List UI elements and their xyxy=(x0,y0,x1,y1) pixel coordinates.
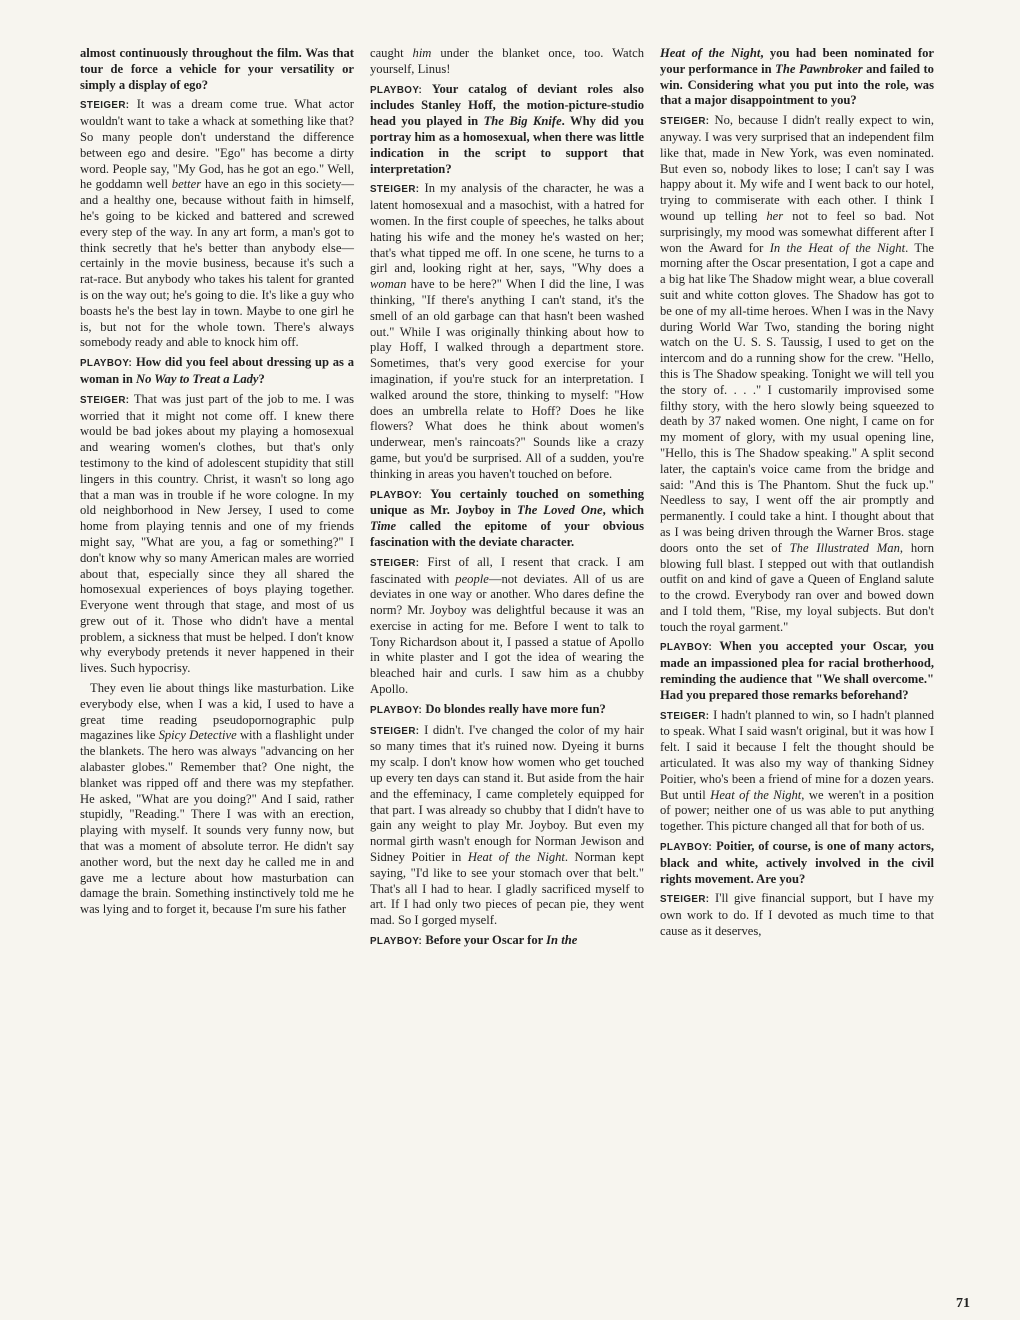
film-title: No Way to Treat a Lady xyxy=(135,371,259,386)
answer-paragraph xyxy=(370,723,644,929)
speaker-label-steiger: STEIGER: xyxy=(80,100,130,112)
answer-paragraph xyxy=(370,46,644,78)
answer-text: It was a dream come true. What actor wouldn't want to take a whack at something like that? So many people don't understand the difference between ego and desire. "Ego" has become a dirty word. People say, "My God, has he got an ego." Well, he goddamn well xyxy=(80,97,354,192)
question-text: How did you feel about dressing up as a woman in xyxy=(80,355,354,386)
answer-paragraph xyxy=(80,681,354,918)
speaker-label-steiger: STEIGER: xyxy=(660,710,710,722)
speaker-label-playboy: PLAYBOY: xyxy=(370,936,423,948)
answer-text: They even lie about things like masturbation. Like everybody else, when I was a kid, I used to have a great time reading pseudopornographic pulp magazines like xyxy=(80,681,354,743)
film-title: The Illustrated Man xyxy=(789,540,900,555)
question-paragraph xyxy=(80,355,354,388)
question-text: Before your Oscar for xyxy=(425,933,547,948)
answer-text: not to feel so bad. Not surprisingly, my mood was somewhat different after I won the Award for xyxy=(660,208,934,255)
answer-text: No, because I didn't really expect to win, anyway. I was very surprised that an independent film like that, made in New York, was even nominated. But even so, nobody likes to lose; I can't say I was happy about it. My wife and I went back to our hotel, trying to commiserate with each other. I think I wound up telling xyxy=(660,113,934,223)
question-text: You certainly touched on something unique as Mr. Joyboy in xyxy=(370,486,644,518)
question-paragraph xyxy=(660,46,934,109)
question-paragraph xyxy=(370,82,644,178)
answer-text: That was just part of the job to me. I was worried that it might not come off. I knew there would be bad jokes about my playing a homosexual and wearing women's clothes, but that's only testimony to the kind of adolescent stupidity that still lingers in this country. Christ, it wasn't so long ago that a man was in trouble if he wore cologne. In my old neighborhood in New Jersey, I used to come home from playing tennis and one of my friends might say, "What are you, a fag or something?" I don't know why so many American males are worried about that, especially since they all shared the homosexual experiences of boys playing together. Everyone went through that stage, and most of us grew out of it. Those who didn't have a mental problem, a sickness that must be helped. I don't know why everybody pretends it never happened in their lives. Such hypocrisy. xyxy=(80,391,354,676)
speaker-label-playboy: PLAYBOY: xyxy=(370,84,423,96)
film-title: Heat of the Night xyxy=(467,850,565,865)
answer-text: I'll give financial support, but I have my own work to do. If I devoted as much time to that cause as it deserves, xyxy=(660,891,934,939)
speaker-label-playboy: PLAYBOY: xyxy=(370,704,423,716)
answer-text: In my analysis of the character, he was a latent homosexual and a masochist, with a hatred for women. In the first couple of speeches, he talks about hating his wife and the money he's wasted on her; that's what tipped me off. In one scene, he turns to a girl and, looking right at her, says, "Why does a xyxy=(370,181,644,276)
answer-text: under the blanket once, too. Watch yourself, Linus! xyxy=(370,46,644,76)
question-text: Your catalog of deviant roles also includes Stanley Hoff, the motion-picture-studio head you played in xyxy=(370,81,644,129)
question-paragraph xyxy=(660,639,934,703)
question-text: Poitier, of course, is one of many actors, black and white, actively involved in the civil rights movement. Are you? xyxy=(660,839,934,886)
emphasis-text: people xyxy=(455,571,489,586)
answer-text: —not deviates. All of us are deviates in one way or another. Who dares define the norm? Mr. Joyboy was delightful because it was an exercise in acting for me. Before I went to talk to Tony Richardson about it, I passed a statue of Apollo in white plaster and I got the idea of wearing the bleached hair and curls. I saw him as a chubby Apollo. xyxy=(370,571,644,697)
answer-text: , we weren't in a position of power; neither one of us was able to put anything together. This picture changed all that for both of us. xyxy=(660,787,934,834)
answer-text: have an ego in this society—and a healthy one, because without faith in himself, he's going to be kicked and battered and screwed every step of the way. In any art form, a man's got to think secretly that he's better than anybody else—certainly in the movie business, because it's such a rat-race. But anybody who takes his talent for granted is on the way out; he's going to die. It's like a guy who boasts he's the best lay in town. Maybe to one girl he is, but not for the whole town. There's always somebody ready and able to knock him off. xyxy=(80,177,354,350)
answer-paragraph xyxy=(660,113,934,635)
question-text: Do blondes really have more fun? xyxy=(425,701,606,716)
answer-text: with a flashlight under the blankets. The hero was always "advancing on her alabaster globes." Remember that? One night, the blanket was ripped off and there was my stepfather. He asked, "What are you doing?" And I said, rather stupidly, "Reading." There I was with an erection, playing with myself. It sounds very funny now, but that was a moment of absolute terror. He didn't say another word, but the next day he called me in and gave me a lecture about how masturbation can damage the brain. Something instinctively told me he was lying and to forget it, because I'm sure his father xyxy=(80,728,354,917)
answer-paragraph xyxy=(80,97,354,351)
text-column-3 xyxy=(660,46,934,944)
speaker-label-steiger: STEIGER: xyxy=(660,116,710,128)
question-paragraph xyxy=(370,487,644,551)
question-text: ? xyxy=(258,371,265,386)
emphasis-text: woman xyxy=(370,277,407,292)
film-title: In the xyxy=(546,933,578,948)
film-title: The Big Knife xyxy=(483,114,562,129)
emphasis-text: better xyxy=(171,177,202,192)
text-column-1 xyxy=(80,46,354,922)
film-title: The Loved One xyxy=(517,503,603,518)
question-paragraph xyxy=(370,702,644,719)
question-text: , you had been nominated for your performance in xyxy=(660,46,934,76)
question-text: When you accepted your Oscar, you made an impassioned plea for racial brotherhood, reminding the audience that "We shall overcome." Had you prepared those remarks beforehand? xyxy=(660,639,934,702)
answer-text: I hadn't planned to win, so I hadn't planned to speak. What I said wasn't original, but it was how I felt. I said it because I felt the thought should be articulated. It was also my way of thanking Sidney Poitier, who's been a friend of mine for a dozen years. But until xyxy=(660,707,934,802)
answer-paragraph xyxy=(370,555,644,698)
answer-text: . The morning after the Oscar presentation, I got a cape and a big hat like The Shadow might wear, a blue coverall suit and white cotton gloves. The Shadow has got to be one of my all-time heroes. When I was in the Navy during World War Two, standing the boring night watch on the U. S. S. Taussig, I used to get on the intercom and do a running show for the crew. "Hello, this is The Shadow speaking. Tonight we will tell you the story of. . . ." I customarily improvised some filthy story, with the hero slowly being squeezed to death by 37 naked women. One night, I came on for my moment of glory, with my usual opening line, "Hello, this is The Shadow speaking." A split second later, the captain's voice came from the bridge and said: "And this is The Phantom. Shut the fuck up." Needless to say, I went off the air promptly and permanently. I could take a hint. I thought about that as I was being driven through the Warner Bros. stage doors onto the set of xyxy=(660,240,934,555)
answer-paragraph xyxy=(370,181,644,482)
emphasis-text: him xyxy=(412,46,432,60)
answer-paragraph xyxy=(80,392,354,677)
answer-paragraph xyxy=(660,891,934,939)
question-paragraph xyxy=(660,839,934,887)
speaker-label-steiger: STEIGER: xyxy=(370,184,420,196)
question-text: . Why did you portray him as a homosexual, when there was little indication in the script to support that interpretation? xyxy=(370,114,644,176)
speaker-label-steiger: STEIGER: xyxy=(370,725,420,737)
film-title: Heat of the Night xyxy=(710,787,802,802)
speaker-label-playboy: PLAYBOY: xyxy=(660,642,713,654)
text-column-2 xyxy=(370,46,644,954)
question-text: called the epitome of your obvious fascination with the deviate character. xyxy=(370,519,644,549)
question-text: almost continuously throughout the film. Was that tour de force a vehicle for your versatility or simply a display of ego? xyxy=(80,46,354,92)
answer-paragraph xyxy=(660,708,934,835)
speaker-label-playboy: PLAYBOY: xyxy=(660,842,713,854)
page-number: 71 xyxy=(956,1296,970,1311)
answer-text: . Norman kept saying, "I'd like to see your stomach over that belt." That's all I had to hear. I gladly sacrificed myself to art. If I had only two pieces of pecan pie, they went mad. So I gorged myself. xyxy=(370,850,644,928)
answer-text: I didn't. I've changed the color of my hair so many times that it's ruined now. Dyeing it burns my scalp. I don't know how women who get touched up every ten days can stand it. But aside from the hair and the effeminacy, I came completely equipped for that part. I was already so chubby that I didn't have to gain any weight to play Mr. Joyboy. But even my normal girth wasn't enough for Norman Jewison and Sidney Poitier in xyxy=(370,722,644,865)
magazine-title: Time xyxy=(370,519,397,534)
question-paragraph xyxy=(370,933,644,950)
answer-text: First of all, I resent that crack. I am fascinated with xyxy=(370,554,644,586)
answer-text: , horn blowing full blast. I stepped out with that outlandish outfit on and kind of gave a Queen of England salute to the crowd. Everybody ran over and bowed down and I told them, "Rise, my loyal subjects. But don't touch the royal garment." xyxy=(660,540,934,634)
speaker-label-playboy: PLAYBOY: xyxy=(370,489,423,501)
speaker-label-steiger: STEIGER: xyxy=(80,394,130,406)
film-title: The Pawnbroker xyxy=(775,61,863,76)
magazine-title: Spicy Detective xyxy=(158,728,237,743)
question-text: and failed to win. Considering what you put into the role, was that a major disappointment to you? xyxy=(660,61,934,108)
speaker-label-playboy: PLAYBOY: xyxy=(80,358,133,370)
question-text: , which xyxy=(602,503,644,518)
answer-text: caught xyxy=(370,46,413,60)
film-title: In the Heat of the Night xyxy=(769,240,906,255)
question-paragraph xyxy=(80,46,354,93)
speaker-label-steiger: STEIGER: xyxy=(660,894,710,906)
film-title: Heat of the Night xyxy=(660,46,761,60)
emphasis-text: her xyxy=(766,208,784,223)
answer-text: have to be here?" When I did the line, I was thinking, "If there's anything I can't stand, it's the smell of an old garbage can that hasn't been washed out." While I was originally thinking about how to play Hoff, I walked through a department store. Sometimes, that's very good exercise for your imagination, if you're stuck for an interpretation. I walked around the store, thinking to myself: "How does an umbrella relate to Hoff? Does he like flowers? What does he think about women's underwear, men's raincoats?" Sounds like a crazy game, but you'd be surprised. All of a sudden, you're thinking in areas you haven't touched on before. xyxy=(370,277,644,481)
speaker-label-steiger: STEIGER: xyxy=(370,557,420,569)
